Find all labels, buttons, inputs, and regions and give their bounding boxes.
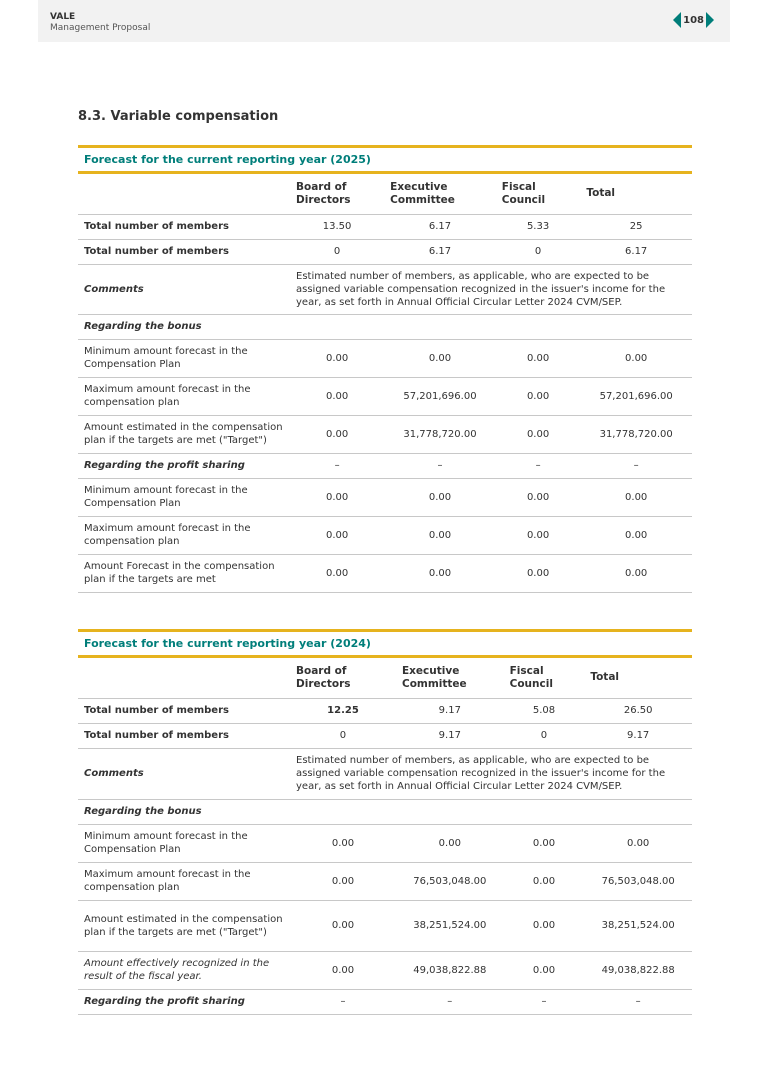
data-table <box>78 658 692 1015</box>
cell-value: 0.00 <box>504 951 585 989</box>
cell-value: – <box>504 989 585 1014</box>
cell-value: 0.00 <box>504 862 585 900</box>
row-label: Comments <box>78 264 290 314</box>
cell-value: 0.00 <box>504 900 585 951</box>
cell-value: 0.00 <box>496 377 581 415</box>
header-row <box>78 174 692 214</box>
column-header: Executive Committee <box>396 658 504 698</box>
cell-value <box>504 799 585 824</box>
cell-value: – <box>290 989 396 1014</box>
cell-value: 0.00 <box>584 824 692 862</box>
row-label: Regarding the profit sharing <box>78 453 290 478</box>
forecast-table-2024 <box>78 629 692 1015</box>
next-page-icon[interactable] <box>706 12 714 28</box>
row-label: Amount Forecast in the compensation plan if the targets are met <box>78 554 290 592</box>
cell-value: 0.00 <box>580 339 692 377</box>
table-row <box>78 516 692 554</box>
cell-value: 9.17 <box>584 723 692 748</box>
cell-value: 0.00 <box>290 478 384 516</box>
cell-value: 0.00 <box>396 824 504 862</box>
row-label: Maximum amount forecast in the compensation plan <box>78 516 290 554</box>
table-row <box>78 989 692 1014</box>
row-label: Maximum amount forecast in the compensation plan <box>78 377 290 415</box>
table-row <box>78 799 692 824</box>
cell-value: – <box>290 453 384 478</box>
cell-value: 0.00 <box>384 516 496 554</box>
cell-value: 0.00 <box>290 415 384 453</box>
table-title: Forecast for the current reporting year (2024) <box>78 629 692 658</box>
cell-value: 0.00 <box>496 516 581 554</box>
cell-value <box>384 314 496 339</box>
row-label: Minimum amount forecast in the Compensation Plan <box>78 478 290 516</box>
cell-value: 76,503,048.00 <box>396 862 504 900</box>
cell-value: 0.00 <box>496 478 581 516</box>
previous-page-icon[interactable] <box>673 12 681 28</box>
cell-value <box>496 314 581 339</box>
cell-value: 0.00 <box>290 951 396 989</box>
row-label: Regarding the bonus <box>78 799 290 824</box>
row-label: Regarding the bonus <box>78 314 290 339</box>
column-header: Total <box>584 658 692 698</box>
column-header: Total <box>580 174 692 214</box>
cell-value: 6.17 <box>384 239 496 264</box>
cell-value: 49,038,822.88 <box>584 951 692 989</box>
row-label: Amount effectively recognized in the result of the fiscal year. <box>78 951 290 989</box>
cell-value: – <box>384 453 496 478</box>
cell-value: – <box>580 453 692 478</box>
table-row <box>78 264 692 314</box>
cell-value: 0.00 <box>384 339 496 377</box>
table-row <box>78 723 692 748</box>
comment-text: Estimated number of members, as applicable, who are expected to be assigned variable compensation recognized in the issuer's income for the year, as set forth in Annual Official Circular Letter 2024 CVM/SEP. <box>290 264 692 314</box>
cell-value: 9.17 <box>396 698 504 723</box>
header-row <box>78 658 692 698</box>
document-subtitle: Management Proposal <box>50 23 151 33</box>
section-title: 8.3. Variable compensation <box>78 109 279 124</box>
cell-value: 0.00 <box>496 554 581 592</box>
brand-name: VALE <box>50 12 76 22</box>
row-label: Amount estimated in the compensation plan if the targets are met ("Target") <box>78 415 290 453</box>
table-row <box>78 314 692 339</box>
table-row <box>78 824 692 862</box>
table-row <box>78 339 692 377</box>
table-row <box>78 951 692 989</box>
cell-value: 5.08 <box>504 698 585 723</box>
cell-value: 0 <box>290 723 396 748</box>
cell-value: 0.00 <box>496 415 581 453</box>
cell-value: 0.00 <box>290 339 384 377</box>
cell-value: 5.33 <box>496 214 581 239</box>
header-blank <box>78 658 290 698</box>
cell-value: 6.17 <box>580 239 692 264</box>
cell-value: – <box>496 453 581 478</box>
row-label: Comments <box>78 748 290 799</box>
table-row <box>78 415 692 453</box>
cell-value <box>290 314 384 339</box>
cell-value: 38,251,524.00 <box>396 900 504 951</box>
cell-value: 76,503,048.00 <box>584 862 692 900</box>
column-header: Board of Directors <box>290 174 384 214</box>
cell-value: 0.00 <box>290 862 396 900</box>
row-label: Total number of members <box>78 239 290 264</box>
cell-value: 0.00 <box>580 554 692 592</box>
cell-value: 0.00 <box>504 824 585 862</box>
cell-value <box>396 799 504 824</box>
table-row <box>78 554 692 592</box>
header-blank <box>78 174 290 214</box>
cell-value: 0 <box>496 239 581 264</box>
cell-value <box>290 799 396 824</box>
cell-value: 57,201,696.00 <box>384 377 496 415</box>
table-row <box>78 698 692 723</box>
cell-value: 49,038,822.88 <box>396 951 504 989</box>
cell-value: 0.00 <box>580 516 692 554</box>
column-header: Fiscal Council <box>504 658 585 698</box>
cell-value: 13.50 <box>290 214 384 239</box>
cell-value: 6.17 <box>384 214 496 239</box>
cell-value: 0.00 <box>290 554 384 592</box>
table-row <box>78 748 692 799</box>
cell-value: 38,251,524.00 <box>584 900 692 951</box>
row-label: Total number of members <box>78 723 290 748</box>
table-row <box>78 453 692 478</box>
cell-value: 0 <box>290 239 384 264</box>
cell-value: 0.00 <box>290 900 396 951</box>
page-number: 108 <box>683 14 704 26</box>
table-row <box>78 900 692 951</box>
cell-value: 26.50 <box>584 698 692 723</box>
cell-value <box>584 799 692 824</box>
row-label: Amount estimated in the compensation plan if the targets are met ("Target") <box>78 900 290 951</box>
table-row <box>78 862 692 900</box>
cell-value: – <box>396 989 504 1014</box>
pager <box>673 12 714 28</box>
row-label: Minimum amount forecast in the Compensation Plan <box>78 339 290 377</box>
cell-value: – <box>584 989 692 1014</box>
cell-value: 0.00 <box>384 478 496 516</box>
cell-value: 57,201,696.00 <box>580 377 692 415</box>
row-label: Minimum amount forecast in the Compensation Plan <box>78 824 290 862</box>
cell-value: 0.00 <box>290 824 396 862</box>
row-label: Maximum amount forecast in the compensation plan <box>78 862 290 900</box>
cell-value <box>580 314 692 339</box>
cell-value: 0 <box>504 723 585 748</box>
cell-value: 0.00 <box>290 516 384 554</box>
table-row <box>78 377 692 415</box>
column-header: Board of Directors <box>290 658 396 698</box>
cell-value: 25 <box>580 214 692 239</box>
cell-value: 0.00 <box>496 339 581 377</box>
table-row <box>78 214 692 239</box>
data-table <box>78 174 692 593</box>
comment-text: Estimated number of members, as applicable, who are expected to be assigned variable compensation recognized in the issuer's income for the year, as set forth in Annual Official Circular Letter 2024 CVM/SEP. <box>290 748 692 799</box>
row-label: Total number of members <box>78 214 290 239</box>
row-label: Total number of members <box>78 698 290 723</box>
table-row <box>78 478 692 516</box>
column-header: Fiscal Council <box>496 174 581 214</box>
page-header <box>38 0 730 42</box>
cell-value: 31,778,720.00 <box>580 415 692 453</box>
cell-value: 0.00 <box>290 377 384 415</box>
column-header: Executive Committee <box>384 174 496 214</box>
table-row <box>78 239 692 264</box>
forecast-table-2025 <box>78 145 692 593</box>
cell-value: 0.00 <box>384 554 496 592</box>
cell-value: 9.17 <box>396 723 504 748</box>
cell-value: 0.00 <box>580 478 692 516</box>
row-label: Regarding the profit sharing <box>78 989 290 1014</box>
cell-value: 12.25 <box>290 698 396 723</box>
cell-value: 31,778,720.00 <box>384 415 496 453</box>
table-title: Forecast for the current reporting year (2025) <box>78 145 692 174</box>
